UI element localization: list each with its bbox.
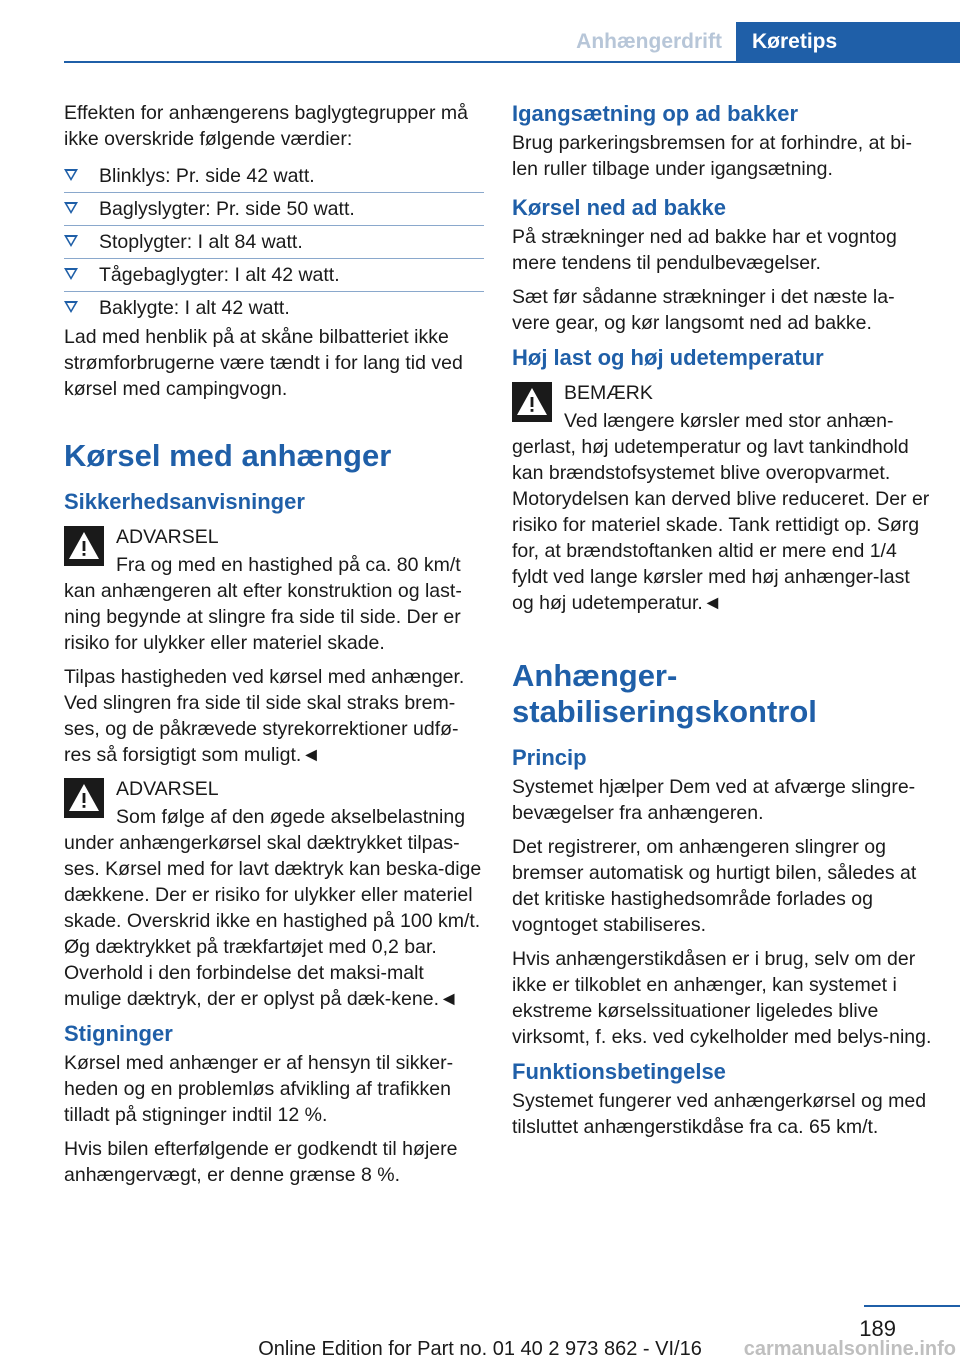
warning-label: ADVARSEL	[116, 778, 219, 800]
header-section-tab[interactable]: Anhængerdrift	[562, 22, 736, 61]
slopes-paragraph: Kørsel med anhænger er af hensyn til sikker-heden og en problemløs afvikling af trafikken tilladt på stigninger indtil 12 %.	[64, 1052, 454, 1126]
header-rule	[64, 61, 960, 63]
slopes-paragraph: Hvis bilen efterfølgende er godkendt til højere anhængervægt, er denne grænse 8 %.	[64, 1138, 458, 1186]
heading-principle: Princip	[512, 745, 587, 770]
principle-paragraph: Hvis anhængerstikdåsen er i brug, selv om der ikke er tilkoblet en anhænger, kan systemet i ekstreme kørselssituationer ligeledes blive virksomt, f. eks. ved cykelholder med belys-ning.	[512, 948, 932, 1048]
heading-downhill: Kørsel ned ad bakke	[512, 195, 726, 220]
note-label: BEMÆRK	[564, 382, 653, 404]
bulb-limits-list	[64, 160, 484, 324]
watermark: carmanualsonline.info	[743, 1338, 956, 1360]
triangle-bullet-icon	[64, 169, 78, 181]
list-item: Baklygte: I alt 42 watt.	[64, 292, 484, 324]
header-chapter-tab[interactable]: Køretips	[736, 22, 960, 61]
right-column	[512, 100, 932, 1148]
list-item: Tågebaglygter: I alt 42 watt.	[64, 259, 484, 292]
intro-paragraph: Effekten for anhængerens baglygtegrupper må ikke overskride følgende værdier:	[64, 102, 468, 150]
heading-uphill-start: Igangsætning op ad bakker	[512, 101, 799, 126]
list-item: Stoplygter: I alt 84 watt.	[64, 226, 484, 259]
downhill-paragraph: På strækninger ned ad bakke har et vogntog mere tendens til pendulbevægelser.	[512, 226, 897, 274]
conditions-paragraph: Systemet fungerer ved anhængerkørsel og med tilsluttet anhængerstikdåse fra ca. 65 km/t.	[512, 1090, 927, 1138]
warning-box	[64, 776, 484, 1012]
triangle-bullet-icon	[64, 301, 78, 313]
note-text: Ved længere kørsler med stor anhæn-gerlast, høj udetemperatur og lavt tankindhold kan brændstofsystemet blive overopvarmet. Motorydelsen kan derved blive reduceret. Der er risiko for materiel skade. Tank rettidigt op. Sørg for, at brændstoftanken altid er mere end 1/4 fyldt ved lange kørsler med høj anhænger-last og høj udetemperatur.◄	[512, 410, 930, 614]
battery-note: Lad med henblik på at skåne bilbatteriet ikke strømforbrugerne være tændt i for lang tid ved kørsel med campingvogn.	[64, 326, 463, 400]
warning-text-continued: Tilpas hastigheden ved kørsel med anhænger. Ved slingren fra side til side skal straks brem-ses, og de påkrævede styrekorrektioner udfø-res så forsigtigt som muligt.◄	[64, 666, 465, 766]
caution-triangle-icon	[512, 382, 552, 422]
heading-slopes: Stigninger	[64, 1021, 173, 1046]
heading-safety: Sikkerhedsanvisninger	[64, 489, 305, 514]
warning-triangle-icon	[64, 778, 104, 818]
triangle-bullet-icon	[64, 235, 78, 247]
left-column	[64, 100, 484, 1196]
principle-paragraph: Det registrerer, om anhængeren slingrer og bremser automatisk og hurtigt bilen, således at det kritiske hastighedsområde forlades og vogntoget stabiliseres.	[512, 836, 917, 936]
footer-rule	[864, 1305, 960, 1307]
principle-paragraph: Systemet hjælper Dem ved at afværge slingre-bevægelser fra anhængeren.	[512, 776, 916, 824]
warning-label: ADVARSEL	[116, 526, 219, 548]
page-number: 189	[859, 1316, 896, 1341]
warning-triangle-icon	[64, 526, 104, 566]
heading-high-load-heat: Høj last og høj udetemperatur	[512, 345, 824, 370]
section-title-stability-control: Anhænger-stabiliseringskontrol	[512, 658, 817, 729]
warning-box	[64, 524, 484, 656]
warning-text: Som følge af den øgede akselbelastning under anhængerkørsel skal dæktrykket tilpas-ses. Kørsel med for lavt dæktryk kan beska-dige dækkene. Der er risiko for ulykker eller materiel skade. Overskrid ikke en hastighed på 100 km/t. Øg dæktrykket på trækfartøjet med 0,2 bar. Overhold i den forbindelse det maksi-malt mulige dæktryk, der er oplyst på dæk-kene.◄	[64, 806, 482, 1010]
triangle-bullet-icon	[64, 202, 78, 214]
edition-note: Online Edition for Part no. 01 40 2 973 862 - VI/16	[258, 1338, 702, 1360]
downhill-paragraph: Sæt før sådanne strækninger i det næste la-vere gear, og kør langsomt ned ad bakke.	[512, 286, 895, 334]
warning-text: Fra og med en hastighed på ca. 80 km/t kan anhængeren alt efter konstruktion og last-ning begynde at slingre fra side til side. Der er risiko for ulykker eller materiel skade.	[64, 554, 462, 654]
heading-conditions: Funktionsbetingelse	[512, 1059, 726, 1084]
list-item: Baglyslygter: Pr. side 50 watt.	[64, 193, 484, 226]
uphill-paragraph: Brug parkeringsbremsen for at forhindre, at bi-len ruller tilbage under igangsætning.	[512, 132, 912, 180]
triangle-bullet-icon	[64, 268, 78, 280]
section-title-trailer-driving: Kørsel med anhænger	[64, 438, 392, 473]
note-box	[512, 380, 932, 616]
list-item: Blinklys: Pr. side 42 watt.	[64, 160, 484, 193]
